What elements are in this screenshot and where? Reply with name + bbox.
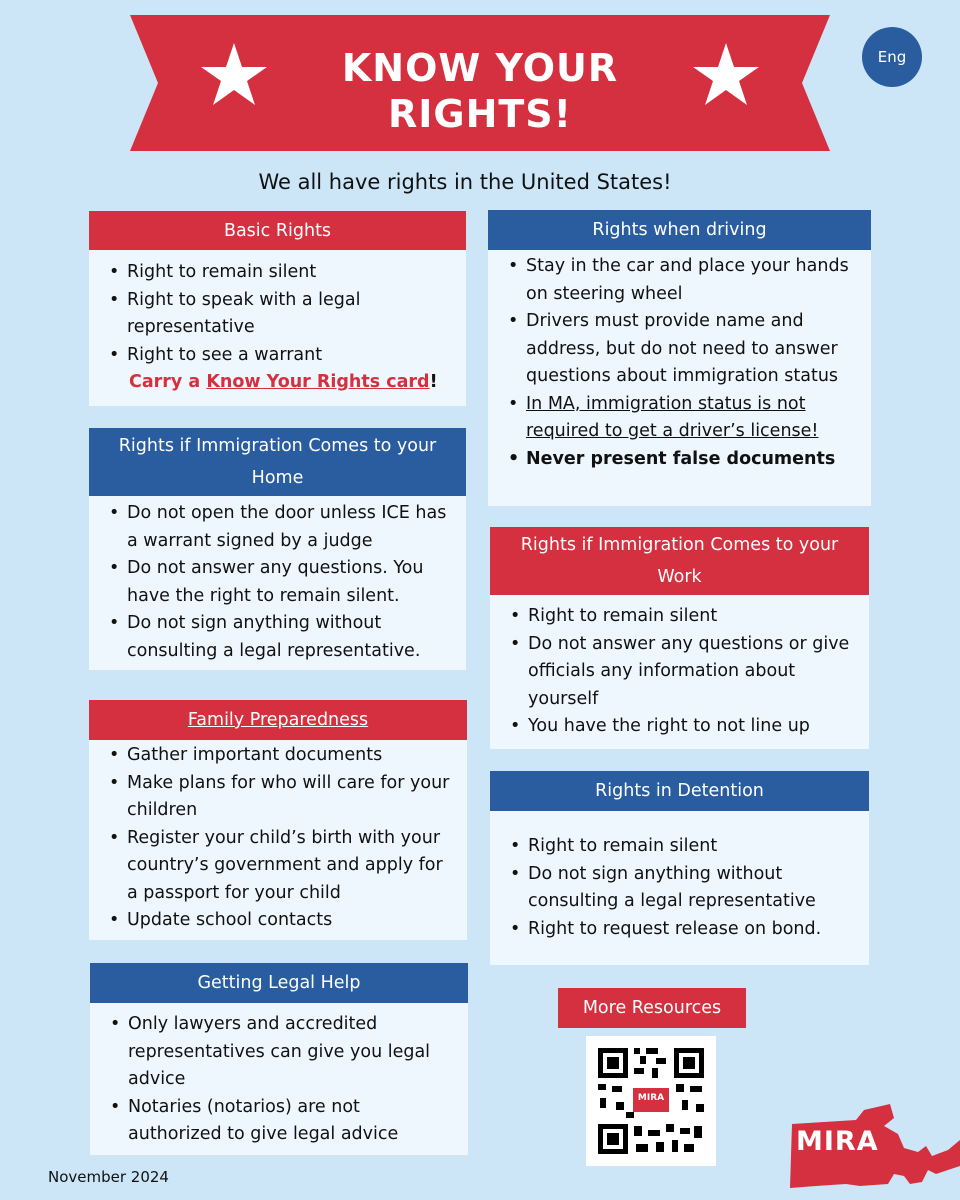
bullet-list [90,1003,468,1149]
card-legal-help [90,963,468,1155]
mira-logo [786,1090,960,1200]
card-basic-rights [89,211,466,406]
bullet-list [89,250,466,397]
bullet-list [490,811,869,943]
title-banner [130,15,830,151]
list-item: • Make plans for who will care for your children [107,770,453,825]
carry-prefix: Carry a [129,372,207,392]
card-immigration-work [490,527,869,749]
card-header: Rights in Detention [490,771,869,811]
list-item: • In MA, immigration status is not required to get a driver’s license! [506,391,857,446]
list-item: • Only lawyers and accredited representatives can give you legal advice [108,1011,454,1094]
list-item: • Do not sign anything without consulting a legal representative. [107,610,452,665]
mira-logo-text: MIRA [796,1126,879,1157]
list-item: • Do not sign anything without consulting a legal representative [508,861,855,916]
card-header: Rights when driving [488,210,871,250]
qr-logo-label: MIRA [637,1093,665,1103]
list-item: • Right to see a warrant [107,342,452,370]
carry-card-note [107,369,452,397]
card-family-preparedness [89,700,467,940]
bullet-list [490,595,869,741]
list-item: • Right to remain silent [508,603,855,631]
subtitle: We all have rights in the United States! [258,170,672,194]
card-header: Getting Legal Help [90,963,468,1003]
list-item: • Do not open the door unless ICE has a warrant signed by a judge [107,500,452,555]
list-item: • Right to speak with a legal representative [107,287,452,342]
card-header [89,700,467,740]
list-item: • Register your child’s birth with your country’s government and apply for a passport for your child [107,825,453,908]
qr-code[interactable] [586,1036,716,1166]
more-resources-header: More Resources [558,988,746,1028]
list-item: • Right to remain silent [107,259,452,287]
page-title [130,45,830,137]
list-item: • Drivers must provide name and address, but do not need to answer questions about immigration status [506,308,857,391]
know-your-rights-card-link[interactable]: Know Your Rights card [206,372,430,392]
list-item: • Stay in the car and place your hands on steering wheel [506,253,857,308]
card-header: Basic Rights [89,211,466,250]
language-badge[interactable]: Eng [862,27,922,87]
card-immigration-home [89,428,466,670]
list-item: • Do not answer any questions or give officials any information about yourself [508,631,855,714]
list-item: • Do not answer any questions. You have the right to remain silent. [107,555,452,610]
bullet-list [488,250,871,473]
publication-date: November 2024 [48,1168,169,1186]
title-line-1: KNOW YOUR [341,46,619,90]
carry-suffix: ! [429,372,438,392]
list-item: • You have the right to not line up [508,713,855,741]
card-rights-driving [488,210,871,506]
list-item: • Never present false documents [506,446,857,474]
bullet-list [89,496,466,665]
bullet-list [89,740,467,935]
family-preparedness-link[interactable]: Family Preparedness [187,710,369,730]
list-item: • Right to remain silent [508,833,855,861]
list-item: • Update school contacts [107,907,453,935]
card-header: Rights if Immigration Comes to your Work [490,527,869,595]
title-line-2: RIGHTS! [387,92,572,136]
list-item: • Notaries (notarios) are not authorized to give legal advice [108,1094,454,1149]
card-header: Rights if Immigration Comes to your Home [89,428,466,496]
list-item: • Gather important documents [107,742,453,770]
card-detention [490,771,869,965]
list-item: • Right to request release on bond. [508,916,855,944]
